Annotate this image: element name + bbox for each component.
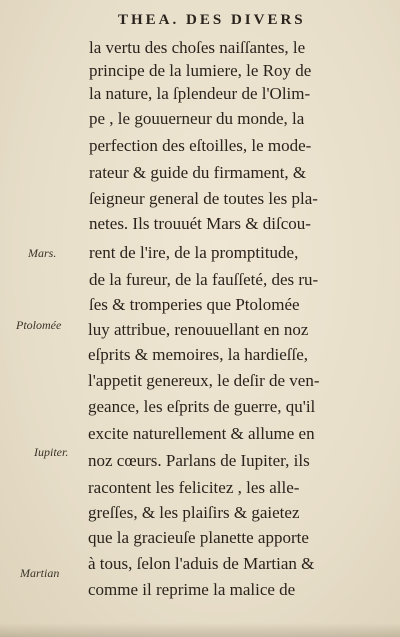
- text-line-20: que la gracieuſe planette apporte: [88, 528, 309, 547]
- running-head: THEA. DES DIVERS: [118, 12, 306, 28]
- text-line-1: la vertu des choſes naiſſantes, le: [89, 38, 306, 57]
- margin-note-martian: Martian: [20, 566, 60, 580]
- text-line-6: rateur & guide du firmament, &: [89, 163, 307, 182]
- text-line-16: excite naturellement & allume en: [88, 424, 315, 443]
- text-line-5: perfection des eſtoilles, le mode-: [89, 136, 312, 155]
- text-line-19: greſſes, & les plaiſirs & gaietez: [88, 503, 300, 522]
- text-line-4: pe , le gouuerneur du monde, la: [89, 109, 305, 128]
- text-line-3: la nature, la ſplendeur de l'Olim-: [89, 84, 311, 103]
- margin-note-iupiter: Iupiter.: [34, 445, 69, 459]
- text-line-12: luy attribue, renouuellant en noz: [88, 320, 309, 339]
- text-line-14: l'appetit genereux, le deſir de ven-: [88, 371, 320, 390]
- page-bottom-edge: [0, 623, 400, 637]
- margin-note-mars: Mars.: [28, 246, 57, 260]
- text-line-8: netes. Ils trouuét Mars & diſcou-: [89, 214, 311, 233]
- text-line-18: racontent les felicitez , les alle-: [88, 478, 300, 497]
- text-line-10: de la fureur, de la fauſſeté, des ru-: [89, 270, 319, 289]
- text-line-2: principe de la lumiere, le Roy de: [89, 61, 312, 80]
- text-line-17: noz cœurs. Parlans de Iupiter, ils: [88, 451, 310, 470]
- text-line-11: ſes & tromperies que Ptolomée: [89, 295, 300, 314]
- margin-note-ptolomee: Ptolomée: [16, 318, 62, 332]
- text-line-13: eſprits & memoires, la hardieſſe,: [88, 345, 308, 364]
- text-line-21: à tous, ſelon l'aduis de Martian &: [88, 554, 315, 573]
- text-line-7: ſeigneur general de toutes les pla-: [89, 189, 318, 208]
- text-line-22: comme il reprime la malice de: [88, 580, 296, 599]
- text-line-9: rent de l'ire, de la promptitude,: [89, 243, 299, 262]
- text-line-15: geance, les eſprits de guerre, qu'il: [88, 397, 316, 416]
